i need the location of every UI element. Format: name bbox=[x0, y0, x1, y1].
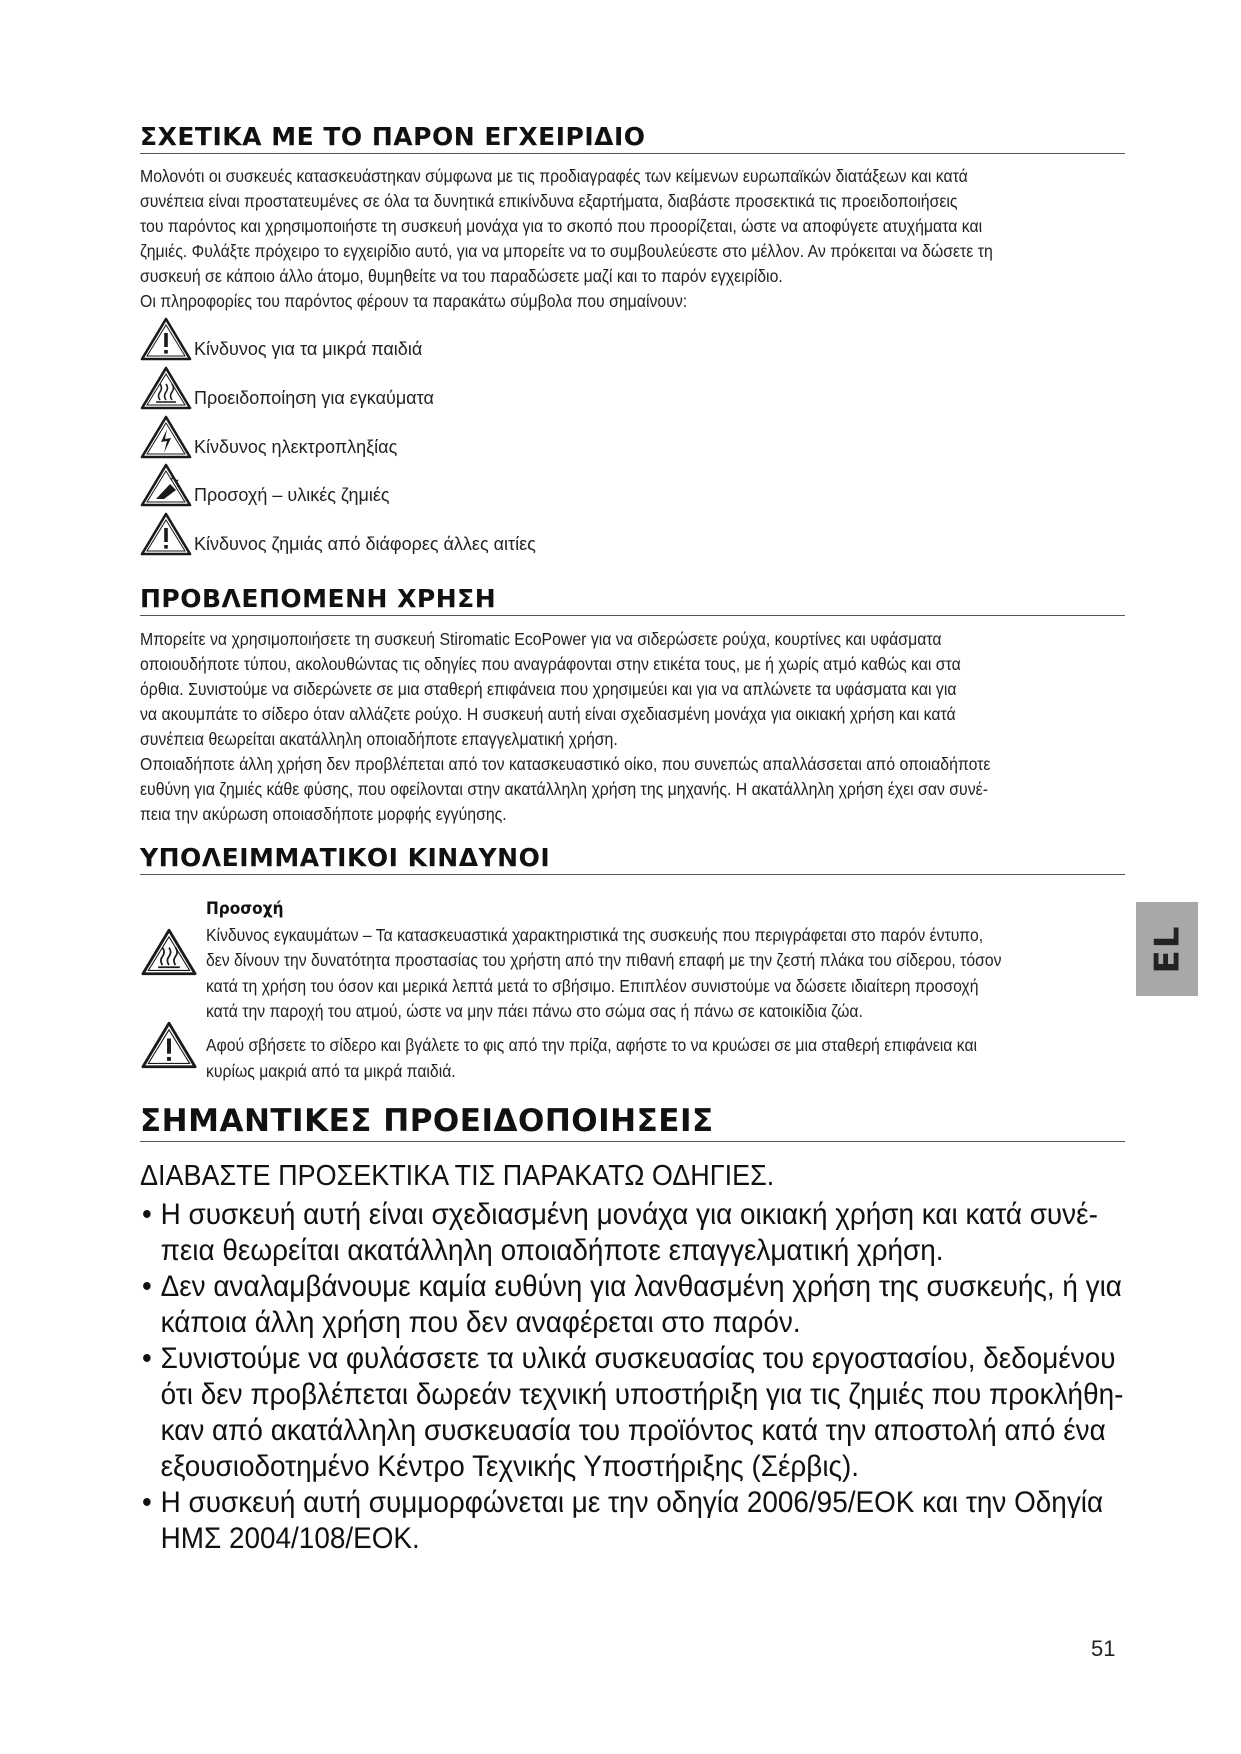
exclamation-warning-icon bbox=[140, 316, 192, 362]
section-title-important-warnings: ΣΗΜΑΝΤΙΚΕΣ ΠΡΟΕΙΔΟΠΟΙΗΣΕΙΣ bbox=[140, 1103, 1125, 1142]
symbol-row bbox=[140, 316, 422, 362]
text-line: κυρίως μακριά από τα μικρά παιδιά. bbox=[206, 1060, 456, 1081]
section-title-residual-risks: ΥΠΟΛΕΙΜΜΑΤΙΚΟΙ ΚΙΝΔΥΝΟΙ bbox=[140, 843, 1125, 875]
text-line: του παρόντος και χρησιμοποιήστε τη συσκευή μονάχα για το σκοπό που προορίζεται, ώστε να αποφύγετε ατυχήματα και bbox=[140, 216, 983, 236]
text-line: όρθια. Συνιστούμε να σιδερώνετε σε μια σταθερή επιφάνεια που χρησιμεύει και για να απλώνετε τα υφάσματα και για bbox=[140, 679, 957, 699]
symbol-row bbox=[140, 414, 397, 460]
text-line: • Συνιστούμε να φυλάσσετε τα υλικά συσκευασίας του εργοστασίου, δεδομένου bbox=[160, 1342, 1116, 1375]
text-line: ότι δεν προβλέπεται δωρεάν τεχνική υποστήριξη για τις ζημιές που προκλήθη- bbox=[160, 1378, 1124, 1411]
intro-paragraph bbox=[140, 164, 1135, 314]
text-line: Οι πληροφορίες του παρόντος φέρουν τα παρακάτω σύμβολα που σημαίνουν: bbox=[140, 291, 688, 311]
intended-use-paragraph bbox=[140, 627, 1135, 827]
symbol-label: Κίνδυνος ζημιάς από διάφορες άλλες αιτίες bbox=[194, 534, 536, 554]
symbol-label: Κίνδυνος ηλεκτροπληξίας bbox=[194, 437, 398, 457]
text-line: Κίνδυνος εγκαυμάτων – Τα κατασκευαστικά χαρακτηριστικά της συσκευής που περιγράφεται στο παρόν έντυπο, bbox=[206, 924, 984, 945]
page-number: 51 bbox=[1091, 1636, 1116, 1661]
burn-warning-block bbox=[140, 897, 1140, 1021]
text-line: καν από ακατάλληλη συσκευασία του προϊόντος κατά την αποστολή από ένα bbox=[160, 1414, 1106, 1447]
text-line: Αφού σβήσετε το σίδερο και βγάλετε το φις από την πρίζα, αφήστε το να κρυώσει σε μια σταθερή επιφάνεια και bbox=[206, 1035, 978, 1055]
text-line: Μολονότι οι συσκευές κατασκευάστηκαν σύμφωνα με τις προδιαγραφές των κείμενων ευρωπαϊκών διατάξεων και κατά bbox=[140, 166, 968, 186]
section-title-manual: ΣΧΕΤΙΚΑ ΜΕ ΤΟ ΠΑΡΟΝ ΕΓΧΕΙΡΙΔΙΟ bbox=[140, 122, 1125, 154]
read-instructions-subtitle: ΔΙΑΒΑΣΤΕ ΠΡΟΣΕΚΤΙΚΑ ΤΙΣ ΠΑΡΑΚΑΤΩ ΟΔΗΓΙΕΣ. bbox=[140, 1160, 775, 1192]
text-line: πεια θεωρείται ακατάλληλη οποιαδήποτε επαγγελματική χρήση. bbox=[160, 1234, 944, 1267]
text-line: ζημιές. Φυλάξτε πρόχειρο το εγχειρίδιο αυτό, για να μπορείτε να το συμβουλεύεστε στο μέλλον. Αν πρόκειται να δώσετε τη bbox=[140, 241, 993, 261]
symbol-row bbox=[140, 462, 390, 508]
text-line: κάποια άλλη χρήση που δεν αναφέρεται στο παρόν. bbox=[160, 1306, 801, 1339]
text-line: Μπορείτε να χρησιμοποιήσετε τη συσκευή Stiromatic EcoPower για να σιδερώσετε ρούχα, κουρτίνες και υφάσματα bbox=[140, 629, 942, 649]
symbol-row bbox=[140, 365, 434, 411]
text-line: • Η συσκευή αυτή συμμορφώνεται με την οδηγία 2006/95/ΕΟΚ και την Οδηγία bbox=[160, 1486, 1104, 1519]
text-line: συσκευή σε κάποιο άλλο άτομο, θυμηθείτε να του παραδώσετε μαζί και το παρόν εγχειρίδιο. bbox=[140, 266, 783, 286]
exclamation-warning-icon bbox=[140, 1020, 198, 1070]
heat-warning-icon bbox=[140, 927, 198, 977]
text-line: κατά την παροχή του ατμού, ώστε να μην πάει πάνω στο σώμα σας ή πάνω σε κατοικίδια ζώα. bbox=[206, 1001, 863, 1021]
symbol-label: Προειδοποίηση για εγκαύματα bbox=[194, 388, 434, 408]
electric-warning-icon bbox=[140, 414, 192, 460]
section-title-intended-use: ΠΡΟΒΛΕΠΟΜΕΝΗ ΧΡΗΣΗ bbox=[140, 584, 1125, 616]
text-line: • Δεν αναλαμβάνουμε καμία ευθύνη για λανθασμένη χρήση της συσκευής, ή για bbox=[160, 1270, 1122, 1303]
list-item bbox=[142, 1485, 1160, 1557]
text-line: κατά τη χρήση του όσον και μερικά λεπτά μετά το σβήσιμο. Επιπλέον συνιστούμε να δώσετε ιδιαίτερη προσοχή bbox=[206, 975, 979, 996]
symbol-row bbox=[140, 511, 536, 557]
symbol-label: Προσοχή – υλικές ζημιές bbox=[194, 485, 390, 505]
list-item bbox=[142, 1341, 1160, 1485]
text-line: πεια την ακύρωση οποιασδήποτε μορφής εγγύησης. bbox=[140, 804, 507, 824]
text-line: • Η συσκευή αυτή είναι σχεδιασμένη μονάχα για οικιακή χρήση και κατά συνέ- bbox=[160, 1198, 1098, 1231]
language-code: EL bbox=[1146, 924, 1187, 974]
text-line: συνέπεια θεωρείται ακατάλληλη οποιαδήποτε επαγγελματική χρήση. bbox=[140, 729, 618, 749]
warning-heading: Προσοχή bbox=[206, 899, 284, 919]
list-item bbox=[142, 1197, 1160, 1269]
text-line: Οποιαδήποτε άλλη χρήση δεν προβλέπεται από τον κατασκευαστικό οίκο, που συνεπώς απαλλάσσεται από οποιαδήποτε bbox=[140, 754, 991, 774]
text-line: δεν δίνουν την δυνατότητα προστασίας του χρήστη από την πιθανή επαφή με την ζεστή πλάκα του σίδερου, τόσον bbox=[206, 950, 1002, 970]
text-line: εξουσιοδοτημένο Κέντρο Τεχνικής Υποστήριξης (Σέρβις). bbox=[160, 1450, 860, 1483]
exclamation-warning-icon bbox=[140, 511, 192, 557]
symbol-label: Κίνδυνος για τα μικρά παιδιά bbox=[194, 339, 423, 359]
language-tab bbox=[1136, 902, 1198, 996]
text-line: να ακουμπάτε το σίδερο όταν αλλάζετε ρούχο. Η συσκευή αυτή είναι σχεδιασμένη μονάχα για οικιακή χρήση και κατά bbox=[140, 704, 956, 724]
text-line: ΗΜΣ 2004/108/ΕΟΚ. bbox=[160, 1522, 420, 1555]
text-line: οποιουδήποτε τύπου, ακολουθώντας τις οδηγίες που αναγράφονται στην ετικέτα τους, με ή χωρίς ατμό καθώς και στα bbox=[140, 654, 961, 674]
cooling-warning-block bbox=[140, 1033, 1140, 1091]
list-item bbox=[142, 1269, 1160, 1341]
heat-warning-icon bbox=[140, 365, 192, 411]
damage-warning-icon bbox=[140, 462, 192, 508]
warnings-list bbox=[142, 1197, 1152, 1557]
text-line: συνέπεια είναι προστατευμένες σε όλα τα δυνητικά επικίνδυνα εξαρτήματα, διαβάστε προσεκτικά τις προειδοποιήσεις bbox=[140, 191, 958, 211]
text-line: ευθύνη για ζημιές κάθε φύσης, που οφείλονται στην ακατάλληλη χρήση της μηχανής. Η ακατάλληλη χρήση έχει σαν συνέ- bbox=[140, 779, 988, 799]
